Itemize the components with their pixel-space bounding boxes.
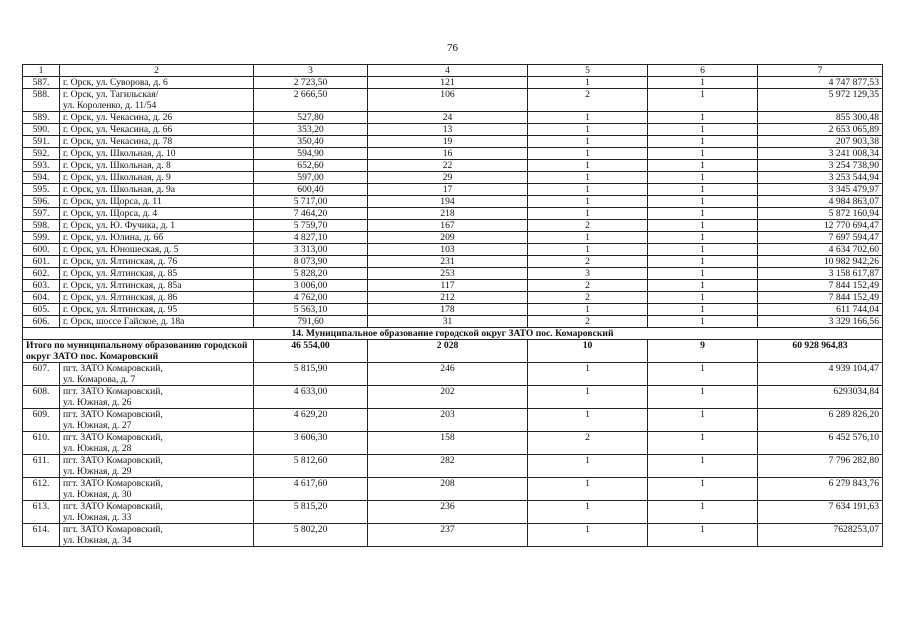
- table-row: [23, 256, 883, 268]
- table-row: [23, 184, 883, 196]
- address-line: пгт. ЗАТО Комаровский,: [63, 432, 163, 443]
- address-line: г. Орск, ул. Юношеская, д. 5: [63, 244, 179, 255]
- row-number: 613.: [23, 501, 60, 524]
- row-col5: 2: [528, 220, 648, 232]
- address-line: г. Орск, ул. Ялтинская, д. 85а: [63, 280, 182, 291]
- row-residents: 24: [368, 112, 528, 124]
- row-col5: 1: [528, 148, 648, 160]
- row-area: 5 815,90: [254, 363, 368, 386]
- address-line: г. Орск, ул. Ялтинская, д. 86: [63, 292, 178, 303]
- row-number: 591.: [23, 136, 60, 148]
- row-cost: 3 241 008,34: [758, 148, 883, 160]
- row-cost: 3 254 738,90: [758, 160, 883, 172]
- row-col5: 1: [528, 196, 648, 208]
- address-line: г. Орск, ул. Чекасина, д. 26: [63, 112, 173, 123]
- row-number: 587.: [23, 77, 60, 89]
- address-line: г. Орск, ул. Школьная, д. 10: [63, 148, 176, 159]
- row-col5: 1: [528, 208, 648, 220]
- row-address: [60, 244, 254, 256]
- row-residents: 19: [368, 136, 528, 148]
- table-body-lower: [23, 363, 883, 547]
- row-number: 609.: [23, 409, 60, 432]
- row-number: 600.: [23, 244, 60, 256]
- row-col6: 1: [648, 524, 758, 547]
- address-line: ул. Южная, д. 29: [63, 466, 132, 477]
- address-line: ул. Южная, д. 33: [63, 512, 132, 523]
- row-residents: 282: [368, 455, 528, 478]
- row-address: [60, 220, 254, 232]
- row-address: [60, 124, 254, 136]
- row-col5: 2: [528, 89, 648, 112]
- page-number: 76: [447, 42, 458, 54]
- address-line: г. Орск, ул. Щорса, д. 4: [63, 208, 158, 219]
- row-address: [60, 184, 254, 196]
- row-col6: 1: [648, 220, 758, 232]
- row-col5: 1: [528, 124, 648, 136]
- row-area: 5 812,60: [254, 455, 368, 478]
- row-area: 5 717,00: [254, 196, 368, 208]
- address-line: пгт. ЗАТО Комаровский,: [63, 409, 163, 420]
- row-col6: 1: [648, 386, 758, 409]
- row-col5: 1: [528, 232, 648, 244]
- column-number-row: [23, 65, 883, 77]
- address-line: г. Орск, ул. Ялтинская, д. 85: [63, 268, 178, 279]
- table-row: [23, 124, 883, 136]
- row-col6: 1: [648, 184, 758, 196]
- row-col6: 1: [648, 432, 758, 455]
- row-cost: 207 903,38: [758, 136, 883, 148]
- address-line: ул. Комарова, д. 7: [63, 374, 136, 385]
- row-address: [60, 89, 254, 112]
- row-number: 592.: [23, 148, 60, 160]
- row-area: 597,00: [254, 172, 368, 184]
- column-header: 1: [23, 65, 60, 77]
- row-cost: 855 300,48: [758, 112, 883, 124]
- table-row: [23, 112, 883, 124]
- row-residents: 218: [368, 208, 528, 220]
- row-col6: 1: [648, 77, 758, 89]
- row-area: 600,40: [254, 184, 368, 196]
- row-col5: 1: [528, 386, 648, 409]
- row-address: [60, 524, 254, 547]
- table-row: [23, 208, 883, 220]
- row-cost: 6 289 826,20: [758, 409, 883, 432]
- row-cost: 7 844 152,49: [758, 292, 883, 304]
- row-col6: 1: [648, 112, 758, 124]
- address-line: г. Орск, ул. Ялтинская, д. 76: [63, 256, 178, 267]
- address-line: г. Орск, ул. Юлина, д. 6б: [63, 232, 164, 243]
- row-col5: 1: [528, 455, 648, 478]
- table-row: [23, 478, 883, 501]
- row-col6: 1: [648, 455, 758, 478]
- row-area: 5 563,10: [254, 304, 368, 316]
- address-line: пгт. ЗАТО Комаровский,: [63, 386, 163, 397]
- row-area: 4 629,20: [254, 409, 368, 432]
- row-cost: 4 939 104,47: [758, 363, 883, 386]
- row-cost: 7 796 282,80: [758, 455, 883, 478]
- row-cost: 3 158 617,87: [758, 268, 883, 280]
- row-col6: 1: [648, 409, 758, 432]
- row-number: 612.: [23, 478, 60, 501]
- row-residents: 253: [368, 268, 528, 280]
- table-row: [23, 220, 883, 232]
- row-col5: 1: [528, 77, 648, 89]
- row-residents: 103: [368, 244, 528, 256]
- row-residents: 17: [368, 184, 528, 196]
- table-row: [23, 455, 883, 478]
- row-address: [60, 478, 254, 501]
- row-cost: 7628253,07: [758, 524, 883, 547]
- table-row: [23, 316, 883, 328]
- row-residents: 121: [368, 77, 528, 89]
- section-block: [23, 328, 883, 363]
- total-col6: 9: [648, 340, 758, 363]
- address-line: г. Орск, ул. Ялтинская, д. 95: [63, 304, 178, 315]
- row-number: 602.: [23, 268, 60, 280]
- row-residents: 237: [368, 524, 528, 547]
- row-cost: 5 872 160,94: [758, 208, 883, 220]
- table-row: [23, 172, 883, 184]
- row-residents: 158: [368, 432, 528, 455]
- table-row: [23, 136, 883, 148]
- table-body-upper: [23, 65, 883, 328]
- total-label: Итого по муниципальному образованию городской округ ЗАТО пос. Комаровский: [23, 340, 254, 363]
- section-title: 14. Муниципальное образование городской округ ЗАТО пос. Комаровский: [23, 328, 883, 340]
- table-row: [23, 77, 883, 89]
- table-row: [23, 160, 883, 172]
- table-row: [23, 268, 883, 280]
- row-number: 599.: [23, 232, 60, 244]
- row-col5: 1: [528, 524, 648, 547]
- row-col6: 1: [648, 89, 758, 112]
- row-col5: 1: [528, 501, 648, 524]
- table-row: [23, 386, 883, 409]
- row-area: 4 762,00: [254, 292, 368, 304]
- row-address: [60, 208, 254, 220]
- row-col5: 2: [528, 292, 648, 304]
- row-col6: 1: [648, 292, 758, 304]
- section-row: [23, 328, 883, 340]
- row-residents: 29: [368, 172, 528, 184]
- address-line: ул. Южная, д. 30: [63, 489, 132, 500]
- row-residents: 117: [368, 280, 528, 292]
- row-col6: 1: [648, 172, 758, 184]
- row-col6: 1: [648, 316, 758, 328]
- row-area: 5 815,20: [254, 501, 368, 524]
- row-col6: 1: [648, 136, 758, 148]
- row-address: [60, 363, 254, 386]
- row-address: [60, 136, 254, 148]
- row-residents: 194: [368, 196, 528, 208]
- row-cost: 12 770 694,47: [758, 220, 883, 232]
- row-address: [60, 304, 254, 316]
- row-area: 5 802,20: [254, 524, 368, 547]
- row-number: 604.: [23, 292, 60, 304]
- address-line: пгт. ЗАТО Комаровский,: [63, 363, 163, 374]
- row-col5: 1: [528, 184, 648, 196]
- row-number: 589.: [23, 112, 60, 124]
- row-address: [60, 160, 254, 172]
- row-address: [60, 148, 254, 160]
- row-number: 595.: [23, 184, 60, 196]
- row-col5: 3: [528, 268, 648, 280]
- total-area: 46 554,00: [254, 340, 368, 363]
- row-cost: 6 452 576,10: [758, 432, 883, 455]
- address-line: г. Орск, ул. Тагильская/: [63, 89, 159, 100]
- column-header: 7: [758, 65, 883, 77]
- column-header: 3: [254, 65, 368, 77]
- row-col6: 1: [648, 256, 758, 268]
- row-cost: 4 747 877,53: [758, 77, 883, 89]
- row-area: 652,60: [254, 160, 368, 172]
- row-col5: 1: [528, 160, 648, 172]
- table-row: [23, 89, 883, 112]
- row-residents: 208: [368, 478, 528, 501]
- row-residents: 246: [368, 363, 528, 386]
- address-line: ул. Короленко, д. 11/54: [63, 100, 157, 111]
- row-address: [60, 232, 254, 244]
- row-number: 593.: [23, 160, 60, 172]
- row-cost: 3 329 166,56: [758, 316, 883, 328]
- row-address: [60, 292, 254, 304]
- address-line: ул. Южная, д. 27: [63, 420, 132, 431]
- registry-table: [22, 64, 883, 547]
- table-row: [23, 304, 883, 316]
- row-cost: 6293034,84: [758, 386, 883, 409]
- row-cost: 5 972 129,35: [758, 89, 883, 112]
- address-line: г. Орск, ул. Школьная, д. 8: [63, 160, 171, 171]
- row-col6: 1: [648, 501, 758, 524]
- row-number: 605.: [23, 304, 60, 316]
- row-cost: 7 697 594,47: [758, 232, 883, 244]
- row-col5: 1: [528, 172, 648, 184]
- address-line: г. Орск, ул. Школьная, д. 9а: [63, 184, 176, 195]
- row-residents: 31: [368, 316, 528, 328]
- row-col6: 1: [648, 196, 758, 208]
- row-col6: 1: [648, 208, 758, 220]
- row-col6: 1: [648, 268, 758, 280]
- address-line: пгт. ЗАТО Комаровский,: [63, 501, 163, 512]
- row-number: 610.: [23, 432, 60, 455]
- row-number: 588.: [23, 89, 60, 112]
- row-col6: 1: [648, 232, 758, 244]
- row-number: 608.: [23, 386, 60, 409]
- table-row: [23, 292, 883, 304]
- row-col6: 1: [648, 363, 758, 386]
- row-cost: 3 253 544,94: [758, 172, 883, 184]
- row-address: [60, 386, 254, 409]
- row-address: [60, 409, 254, 432]
- table-row: [23, 363, 883, 386]
- row-area: 527,80: [254, 112, 368, 124]
- table-row: [23, 244, 883, 256]
- row-col6: 1: [648, 280, 758, 292]
- column-header: 5: [528, 65, 648, 77]
- row-area: 5 828,20: [254, 268, 368, 280]
- row-area: 791,60: [254, 316, 368, 328]
- row-cost: 10 982 942,26: [758, 256, 883, 268]
- address-line: г. Орск, ул. Суворова, д. 6: [63, 77, 168, 88]
- address-line: г. Орск, ул. Чекасина, д. 66: [63, 124, 173, 135]
- row-col5: 2: [528, 256, 648, 268]
- row-address: [60, 268, 254, 280]
- total-residents: 2 028: [368, 340, 528, 363]
- address-line: пгт. ЗАТО Комаровский,: [63, 524, 163, 535]
- row-number: 601.: [23, 256, 60, 268]
- row-number: 597.: [23, 208, 60, 220]
- row-residents: 212: [368, 292, 528, 304]
- address-line: ул. Южная, д. 28: [63, 443, 132, 454]
- row-col5: 1: [528, 112, 648, 124]
- row-col5: 1: [528, 304, 648, 316]
- row-col5: 1: [528, 136, 648, 148]
- row-area: 3 006,00: [254, 280, 368, 292]
- row-address: [60, 432, 254, 455]
- row-number: 607.: [23, 363, 60, 386]
- row-area: 594,90: [254, 148, 368, 160]
- row-cost: 611 744,04: [758, 304, 883, 316]
- column-header: 4: [368, 65, 528, 77]
- row-cost: 6 279 843,76: [758, 478, 883, 501]
- address-line: г. Орск, ул. Ю. Фучика, д. 1: [63, 220, 176, 231]
- row-col5: 2: [528, 280, 648, 292]
- table-row: [23, 524, 883, 547]
- row-col5: 2: [528, 432, 648, 455]
- row-residents: 178: [368, 304, 528, 316]
- row-address: [60, 455, 254, 478]
- row-cost: 2 653 065,89: [758, 124, 883, 136]
- row-col6: 1: [648, 148, 758, 160]
- row-number: 606.: [23, 316, 60, 328]
- row-number: 611.: [23, 455, 60, 478]
- row-cost: 7 844 152,49: [758, 280, 883, 292]
- row-number: 596.: [23, 196, 60, 208]
- row-address: [60, 280, 254, 292]
- row-area: 8 073,90: [254, 256, 368, 268]
- row-address: [60, 256, 254, 268]
- address-line: ул. Южная, д. 26: [63, 397, 132, 408]
- row-col6: 1: [648, 304, 758, 316]
- row-area: 5 759,70: [254, 220, 368, 232]
- column-header: 6: [648, 65, 758, 77]
- table-row: [23, 409, 883, 432]
- table-row: [23, 196, 883, 208]
- address-line: г. Орск, шоссе Гайское, д. 18а: [63, 316, 185, 327]
- table-row: [23, 501, 883, 524]
- row-area: 7 464,20: [254, 208, 368, 220]
- row-area: 3 313,00: [254, 244, 368, 256]
- row-residents: 209: [368, 232, 528, 244]
- row-address: [60, 501, 254, 524]
- row-col5: 1: [528, 478, 648, 501]
- address-line: г. Орск, ул. Чекасина, д. 78: [63, 136, 173, 147]
- row-area: 350,40: [254, 136, 368, 148]
- row-area: 353,20: [254, 124, 368, 136]
- row-area: 3 606,30: [254, 432, 368, 455]
- address-line: пгт. ЗАТО Комаровский,: [63, 455, 163, 466]
- row-col5: 1: [528, 363, 648, 386]
- row-col6: 1: [648, 478, 758, 501]
- row-number: 614.: [23, 524, 60, 547]
- address-line: ул. Южная, д. 34: [63, 535, 132, 546]
- row-area: 4 617,60: [254, 478, 368, 501]
- row-area: 2 723,50: [254, 77, 368, 89]
- row-col5: 2: [528, 316, 648, 328]
- row-area: 2 666,50: [254, 89, 368, 112]
- total-row: [23, 340, 883, 363]
- row-col5: 1: [528, 244, 648, 256]
- total-col5: 10: [528, 340, 648, 363]
- row-residents: 106: [368, 89, 528, 112]
- row-area: 4 827,10: [254, 232, 368, 244]
- row-number: 598.: [23, 220, 60, 232]
- row-col5: 1: [528, 409, 648, 432]
- total-cost: 60 928 964,83: [758, 340, 883, 363]
- row-number: 603.: [23, 280, 60, 292]
- row-cost: 7 634 191,63: [758, 501, 883, 524]
- row-address: [60, 316, 254, 328]
- address-line: г. Орск, ул. Школьная, д. 9: [63, 172, 171, 183]
- row-cost: 3 345 479,97: [758, 184, 883, 196]
- row-residents: 231: [368, 256, 528, 268]
- row-residents: 203: [368, 409, 528, 432]
- row-address: [60, 112, 254, 124]
- table-row: [23, 432, 883, 455]
- row-number: 594.: [23, 172, 60, 184]
- address-line: г. Орск, ул. Щорса, д. 11: [63, 196, 162, 207]
- row-cost: 4 634 702,60: [758, 244, 883, 256]
- row-number: 590.: [23, 124, 60, 136]
- row-col6: 1: [648, 244, 758, 256]
- column-header: 2: [60, 65, 254, 77]
- row-residents: 13: [368, 124, 528, 136]
- row-address: [60, 172, 254, 184]
- table-row: [23, 232, 883, 244]
- row-residents: 202: [368, 386, 528, 409]
- row-residents: 22: [368, 160, 528, 172]
- row-residents: 16: [368, 148, 528, 160]
- table-row: [23, 280, 883, 292]
- row-cost: 4 984 863,07: [758, 196, 883, 208]
- table-row: [23, 148, 883, 160]
- row-address: [60, 196, 254, 208]
- address-line: пгт. ЗАТО Комаровский,: [63, 478, 163, 489]
- row-col6: 1: [648, 124, 758, 136]
- row-residents: 167: [368, 220, 528, 232]
- row-col6: 1: [648, 160, 758, 172]
- row-residents: 236: [368, 501, 528, 524]
- row-address: [60, 77, 254, 89]
- row-area: 4 633,00: [254, 386, 368, 409]
